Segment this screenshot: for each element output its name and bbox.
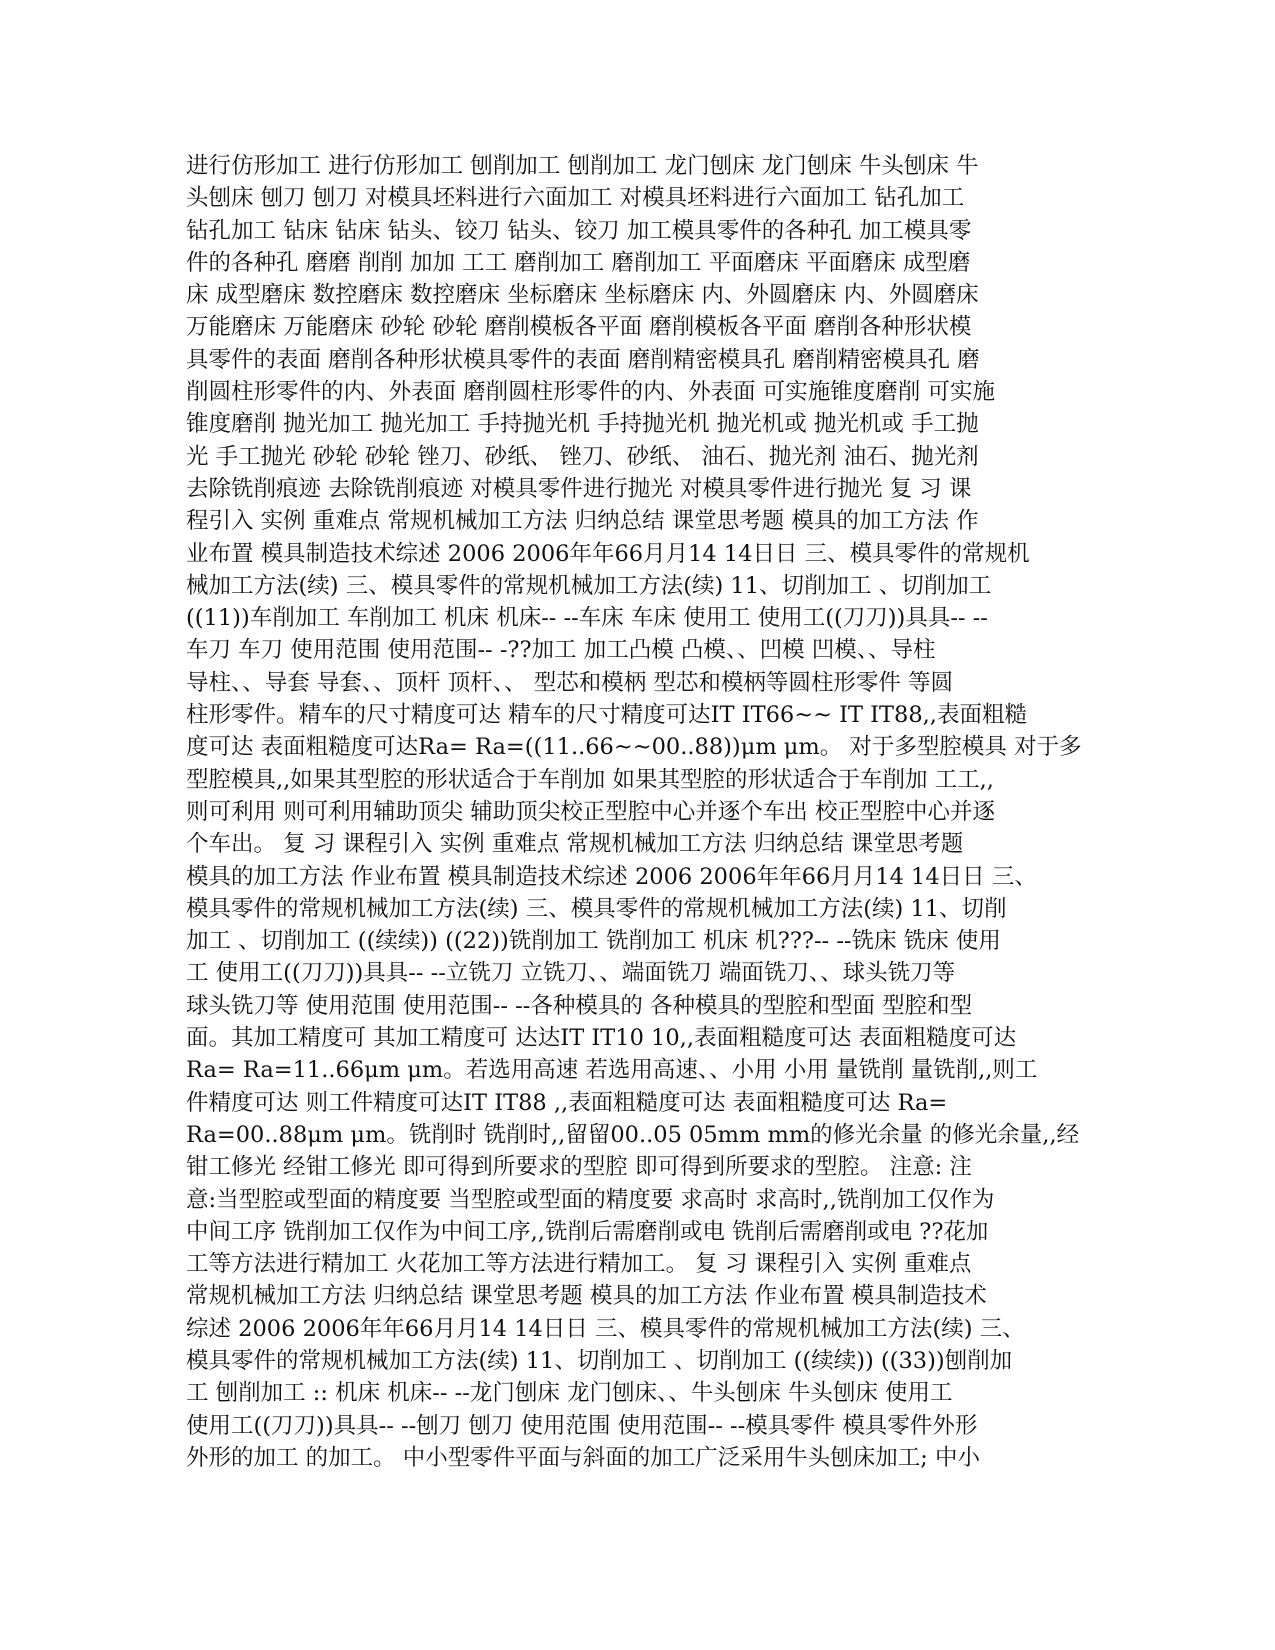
text-line: 锥度磨削 抛光加工 抛光加工 手持抛光机 手持抛光机 抛光机或 抛光机或 手工抛 (186, 411, 979, 438)
text-line: 钻孔加工 钻床 钻床 钻头、铰刀 钻头、铰刀 加工模具零件的各种孔 加工模具零 (186, 217, 972, 244)
text-line: 加工 、切削加工 ((续续)) ((22))铣削加工 铣削加工 机床 机???-- --铣床 铣床 使用 (186, 928, 1001, 955)
text-line: 工 使用工((刀刀))具具-- --立铣刀 立铣刀、、端面铣刀 端面铣刀、、球头铣刀等 (186, 960, 956, 987)
text-line: 床 成型磨床 数控磨床 数控磨床 坐标磨床 坐标磨床 内、外圆磨床 内、外圆磨床 (186, 282, 979, 309)
text-line: 综述 2006 2006年年66月月14 14日日 三、模具零件的常规机械加工方法(续) 三、 (186, 1315, 1025, 1342)
text-line: 头刨床 刨刀 刨刀 对模具坯料进行六面加工 对模具坯料进行六面加工 钻孔加工 (186, 185, 965, 212)
text-line: 进行仿形加工 进行仿形加工 刨削加工 刨削加工 龙门刨床 龙门刨床 牛头刨床 牛 (186, 153, 979, 179)
text-line: 件的各种孔 磨磨 削削 加加 工工 磨削加工 磨削加工 平面磨床 平面磨床 成型磨 (186, 249, 971, 276)
text-line: Ra= Ra=11..66μm μm。若选用高速 若选用高速、、小用 小用 量铣削 量铣削,,则工 (186, 1057, 1038, 1084)
body-text (186, 150, 1096, 1474)
text-line: 具零件的表面 磨削各种形状模具零件的表面 磨削精密模具孔 磨削精密模具孔 磨 (186, 346, 980, 373)
text-line: 模具零件的常规机械加工方法(续) 三、模具零件的常规机械加工方法(续) 11、切削 (186, 895, 1007, 922)
text-line: 意:当型腔或型面的精度要 当型腔或型面的精度要 求高时 求高时,,铣削加工仅作为 (186, 1186, 995, 1213)
text-line: 程引入 实例 重难点 常规机械加工方法 归纳总结 课堂思考题 模具的加工方法 作 (186, 508, 979, 535)
text-line: 使用工((刀刀))具具-- --刨刀 刨刀 使用范围 使用范围-- --模具零件 模具零件外形 (186, 1412, 978, 1439)
text-line: 球头铣刀等 使用范围 使用范围-- --各种模具的 各种模具的型腔和型面 型腔和型 (186, 992, 973, 1019)
text-line: 型腔模具,,如果其型腔的形状适合于车削加 如果其型腔的形状适合于车削加 工工,, (186, 766, 994, 793)
text-line: ((11))车削加工 车削加工 机床 机床-- --车床 车床 使用工 使用工((刀刀))具具-- -- (186, 605, 988, 632)
text-line: 业布置 模具制造技术综述 2006 2006年年66月月14 14日日 三、模具零件的常规机 (186, 540, 1030, 567)
text-line: 光 手工抛光 砂轮 砂轮 锉刀、砂纸、 锉刀、砂纸、 油石、抛光剂 油石、抛光剂 (186, 443, 979, 470)
text-line: 柱形零件。精车的尺寸精度可达 精车的尺寸精度可达IT IT66~~ IT IT88,,表面粗糙 (186, 702, 1027, 729)
text-line: 车刀 车刀 使用范围 使用范围-- -??加工 加工凸模 凸模、、凹模 凹模、、导柱 (186, 637, 936, 664)
text-line: 模具的加工方法 作业布置 模具制造技术综述 2006 2006年年66月月14 14日日 三、 (186, 863, 1037, 890)
text-line: 钳工修光 经钳工修光 即可得到所要求的型腔 即可得到所要求的型腔。 注意: 注 (186, 1154, 972, 1181)
text-line: 中间工序 铣削加工仅作为中间工序,,铣削后需磨削或电 铣削后需磨削或电 ??花加 (186, 1218, 989, 1245)
text-line: 常规机械加工方法 归纳总结 课堂思考题 模具的加工方法 作业布置 模具制造技术 (186, 1283, 987, 1310)
text-line: 导柱、、导套 导套、、顶杆 顶杆、、 型芯和模柄 型芯和模柄等圆柱形零件 等圆 (186, 669, 954, 696)
text-line: 件精度可达 则工件精度可达IT IT88 ,,表面粗糙度可达 表面粗糙度可达 Ra= (186, 1089, 948, 1116)
text-line: 工 刨削加工 :: 机床 机床-- --龙门刨床 龙门刨床、、牛头刨床 牛头刨床 使用工 (186, 1380, 953, 1407)
text-line: 度可达 表面粗糙度可达Ra= Ra=((11..66~~00..88))μm μm。 对于多型腔模具 对于多 (186, 734, 1082, 761)
text-line: 模具零件的常规机械加工方法(续) 11、切削加工 、切削加工 ((续续)) ((33))刨削加 (186, 1347, 1013, 1374)
text-line: 去除铣削痕迹 去除铣削痕迹 对模具零件进行抛光 对模具零件进行抛光 复 习 课 (186, 475, 972, 502)
text-line: 万能磨床 万能磨床 砂轮 砂轮 磨削模板各平面 磨削模板各平面 磨削各种形状模 (186, 314, 972, 341)
text-line: 外形的加工 的加工。 中小型零件平面与斜面的加工广泛采用牛头刨床加工; 中小 (186, 1444, 981, 1471)
text-line: Ra=00..88μm μm。铣削时 铣削时,,留留00..05 05mm mm的修光余量 的修光余量,,经 (186, 1121, 1080, 1148)
text-line: 械加工方法(续) 三、模具零件的常规机械加工方法(续) 11、切削加工 、切削加工 (186, 572, 992, 599)
text-line: 削圆柱形零件的内、外表面 磨削圆柱形零件的内、外表面 可实施锥度磨削 可实施 (186, 379, 995, 406)
text-line: 工等方法进行精加工 火花加工等方法进行精加工。 复 习 课程引入 实例 重难点 (186, 1251, 972, 1278)
text-line: 则可利用 则可利用辅助顶尖 辅助顶尖校正型腔中心并逐个车出 校正型腔中心并逐 (186, 798, 995, 825)
text-line: 面。其加工精度可 其加工精度可 达达IT IT10 10,,表面粗糙度可达 表面粗糙度可达 (186, 1025, 1017, 1052)
text-line: 个车出。 复 习 课程引入 实例 重难点 常规机械加工方法 归纳总结 课堂思考题 (186, 831, 964, 858)
